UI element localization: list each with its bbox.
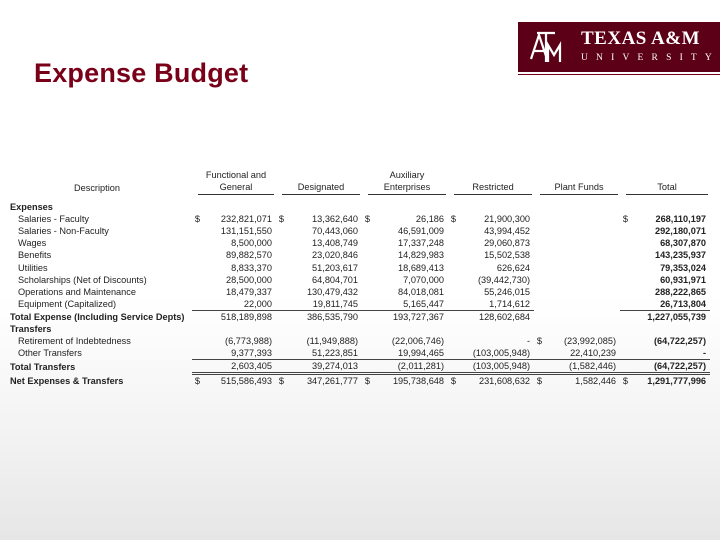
slide-title: Expense Budget: [34, 58, 249, 88]
atm-monogram-icon: [527, 27, 565, 67]
table-row: Wages 8,500,000 13,408,749 17,337,248 29,060,873 68,307,870: [6, 237, 710, 249]
section-label: Expenses: [10, 202, 53, 213]
col-header-auxiliary: Auxiliary Enterprises: [362, 167, 448, 195]
table-row: Equipment (Capitalized) 22,000 19,811,745 5,165,447 1,714,612 26,713,804: [6, 298, 710, 311]
row-label: Equipment (Capitalized): [18, 299, 117, 310]
col-header-total: Total: [620, 167, 710, 195]
col-header-restricted: Restricted: [448, 167, 534, 195]
row-label: Retirement of Indebtedness: [18, 336, 131, 347]
expense-budget-table: [6, 167, 710, 387]
section-header-transfers: [6, 323, 710, 335]
row-label: Benefits: [18, 250, 52, 261]
table-row: Other Transfers 9,377,393 51,223,851 19,994,465 (103,005,948) 22,410,239 -: [6, 347, 710, 360]
section-label: Transfers: [10, 323, 52, 334]
total-transfers-row: Total Transfers 2,603,405 39,274,013 (2,011,281) (103,005,948) (1,582,446) (64,722,257): [6, 360, 710, 374]
table-row: Benefits 89,882,570 23,020,846 14,829,983 15,502,538 143,235,937: [6, 249, 710, 261]
total-expense-row: Total Expense (Including Service Depts) 518,189,898 386,535,790 193,727,367 128,602,684 1,227,055,739: [6, 310, 710, 323]
table-row: Operations and Maintenance 18,479,337 130,479,432 84,018,081 55,246,015 288,222,865: [6, 286, 710, 298]
row-label: Net Expenses & Transfers: [10, 375, 124, 386]
row-label: Other Transfers: [18, 348, 82, 359]
row-label: Scholarships (Net of Discounts): [18, 274, 147, 285]
row-label: Total Expense (Including Service Depts): [10, 311, 185, 322]
logo-text: [581, 29, 720, 65]
table-row: Utilities 8,833,370 51,203,617 18,689,413 626,624 79,353,024: [6, 261, 710, 273]
row-label: Operations and Maintenance: [18, 286, 136, 297]
col-header-designated: Designated: [276, 167, 362, 195]
university-logo: [518, 22, 720, 74]
col-header-functional: Functional and General: [192, 167, 276, 195]
row-label: Utilities: [18, 262, 48, 273]
header-rule: [518, 74, 720, 75]
row-label: Total Transfers: [10, 361, 76, 372]
table-header-row: [6, 167, 710, 195]
table-row: Retirement of Indebtedness (6,773,988) (11,949,888) (22,006,746) - $ (23,992,085) (64,722,257): [6, 335, 710, 347]
logo-subtitle: UNIVERSITY: [581, 53, 720, 63]
col-header-description: Description: [74, 183, 120, 193]
col-header-plant-funds: Plant Funds: [534, 167, 620, 195]
row-label: Salaries - Non-Faculty: [18, 226, 109, 237]
row-label: Salaries - Faculty: [18, 214, 89, 225]
row-label: Wages: [18, 238, 47, 249]
table-row: Salaries - Faculty $ 232,821,071 $ 13,362,640 $ 26,186 $ 21,900,300 $ 268,110,197: [6, 213, 710, 225]
section-header-expenses: [6, 201, 710, 213]
net-expenses-row: Net Expenses & Transfers $ 515,586,493 $ 347,261,777 $ 195,738,648 $ 231,608,632 $ 1,582,446 $ 1,291,777,996: [6, 374, 710, 388]
logo-wordmark: TEXAS A&M: [581, 28, 701, 49]
table-row: Salaries - Non-Faculty 131,151,550 70,443,060 46,591,009 43,994,452 292,180,071: [6, 225, 710, 237]
table-row: Scholarships (Net of Discounts) 28,500,000 64,804,701 7,070,000 (39,442,730) 60,931,971: [6, 274, 710, 286]
